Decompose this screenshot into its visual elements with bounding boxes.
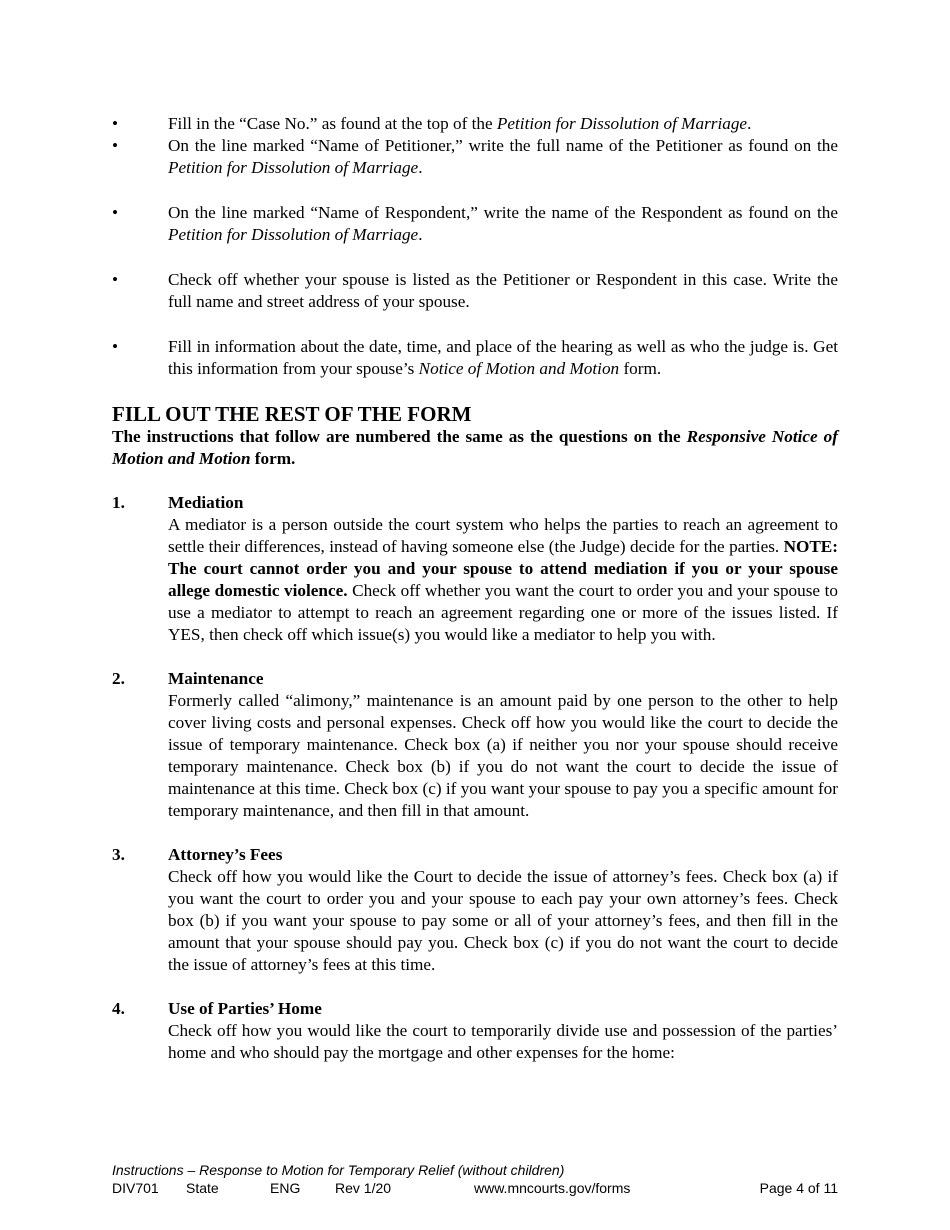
section-title: Maintenance xyxy=(168,669,264,688)
section-body: Formerly called “alimony,” maintenance is an amount paid by one person to the other to help cover living costs and personal expenses. Check off how you would like the court to decide the issue of temporary maintenance. Check box (a) if neither you nor your spouse should receive temporary maintenance. Check box (b) if you do not want the court to decide the issue of maintenance at this time. Check box (c) if you want your spouse to pay you a specific amount for temporary maintenance, and then fill in that amount. xyxy=(168,691,838,820)
footer-page-number: Page 4 of 11 xyxy=(759,1180,838,1196)
bullet-icon: • xyxy=(112,337,119,356)
section-body: Check off how you would like the court to temporarily divide use and possession of the parties’ home and who should pay the mortgage and other expenses for the home: xyxy=(168,1021,838,1062)
section-number: 1. xyxy=(112,493,125,512)
section-title: Attorney’s Fees xyxy=(168,845,283,864)
footer-url[interactable]: www.mncourts.gov/forms xyxy=(474,1180,631,1196)
section-title: Use of Parties’ Home xyxy=(168,999,322,1018)
section-intro: The instructions that follow are numbered the same as the questions on the Responsive Notice of Motion and Motion form. xyxy=(112,427,838,468)
bullet-text: Fill in information about the date, time, and place of the hearing as well as who the judge is. Get this information from your spouse’s Notice of Motion and Motion form. xyxy=(168,337,838,378)
section-body: Check off how you would like the Court to decide the issue of attorney’s fees. Check box (a) if you want the court to order you and your spouse to each pay your own attorney’s fees. Check box (b) if you want your spouse to pay some or all of your attorney’s fees, and then fill in the amount that your spouse should pay you. Check box (c) if you do not want the court to decide the issue of attorney’s fees at this time. xyxy=(168,867,838,974)
bullet-text: On the line marked “Name of Respondent,” write the name of the Respondent as found on the Petition for Dissolution of Marriage. xyxy=(168,203,838,244)
bullet-text: Fill in the “Case No.” as found at the top of the Petition for Dissolution of Marriage. xyxy=(168,114,752,133)
instructions-page xyxy=(112,113,838,1064)
bullet-icon: • xyxy=(112,270,119,289)
bullet-text: On the line marked “Name of Petitioner,” write the full name of the Petitioner as found on the Petition for Dissolution of Marriage. xyxy=(168,136,838,177)
section-maintenance xyxy=(112,668,838,822)
bullet-item-case-no xyxy=(112,113,838,135)
bullet-icon: • xyxy=(112,114,119,133)
bullet-item-petitioner xyxy=(112,135,838,179)
bullet-text: Check off whether your spouse is listed as the Petitioner or Respondent in this case. Write the full name and street address of your spouse. xyxy=(168,270,838,311)
section-number: 3. xyxy=(112,845,125,864)
section-title: Mediation xyxy=(168,493,244,512)
section-number: 2. xyxy=(112,669,125,688)
section-number: 4. xyxy=(112,999,125,1018)
footer-language: ENG xyxy=(270,1180,301,1196)
footer-jurisdiction: State xyxy=(186,1180,219,1196)
bullet-item-respondent xyxy=(112,202,838,246)
footer-revision: Rev 1/20 xyxy=(335,1180,392,1196)
footer-form-id: DIV701 xyxy=(112,1180,159,1196)
section-body: A mediator is a person outside the court system who helps the parties to reach an agreement to settle their differences, instead of having someone else (the Judge) decide for the parties. NOTE: The court cannot order you and your spouse to attend mediation if you or your spouse allege domestic violence. Check off whether you want the court to order you and your spouse to use a mediator to attempt to reach an agreement regarding one or more of the issues listed. If YES, then check off which issue(s) you would like a mediator to help you with. xyxy=(168,515,839,644)
footer-meta xyxy=(112,1180,838,1198)
section-mediation xyxy=(112,492,838,646)
bullet-item-hearing xyxy=(112,336,838,380)
footer-title: Instructions – Response to Motion for Temporary Relief (without children) xyxy=(112,1162,565,1178)
section-parties-home xyxy=(112,998,838,1064)
bullet-icon: • xyxy=(112,203,119,222)
bullet-icon: • xyxy=(112,136,119,155)
section-attorneys-fees xyxy=(112,844,838,976)
bullet-item-spouse xyxy=(112,269,838,313)
section-heading: FILL OUT THE REST OF THE FORM xyxy=(112,402,472,426)
